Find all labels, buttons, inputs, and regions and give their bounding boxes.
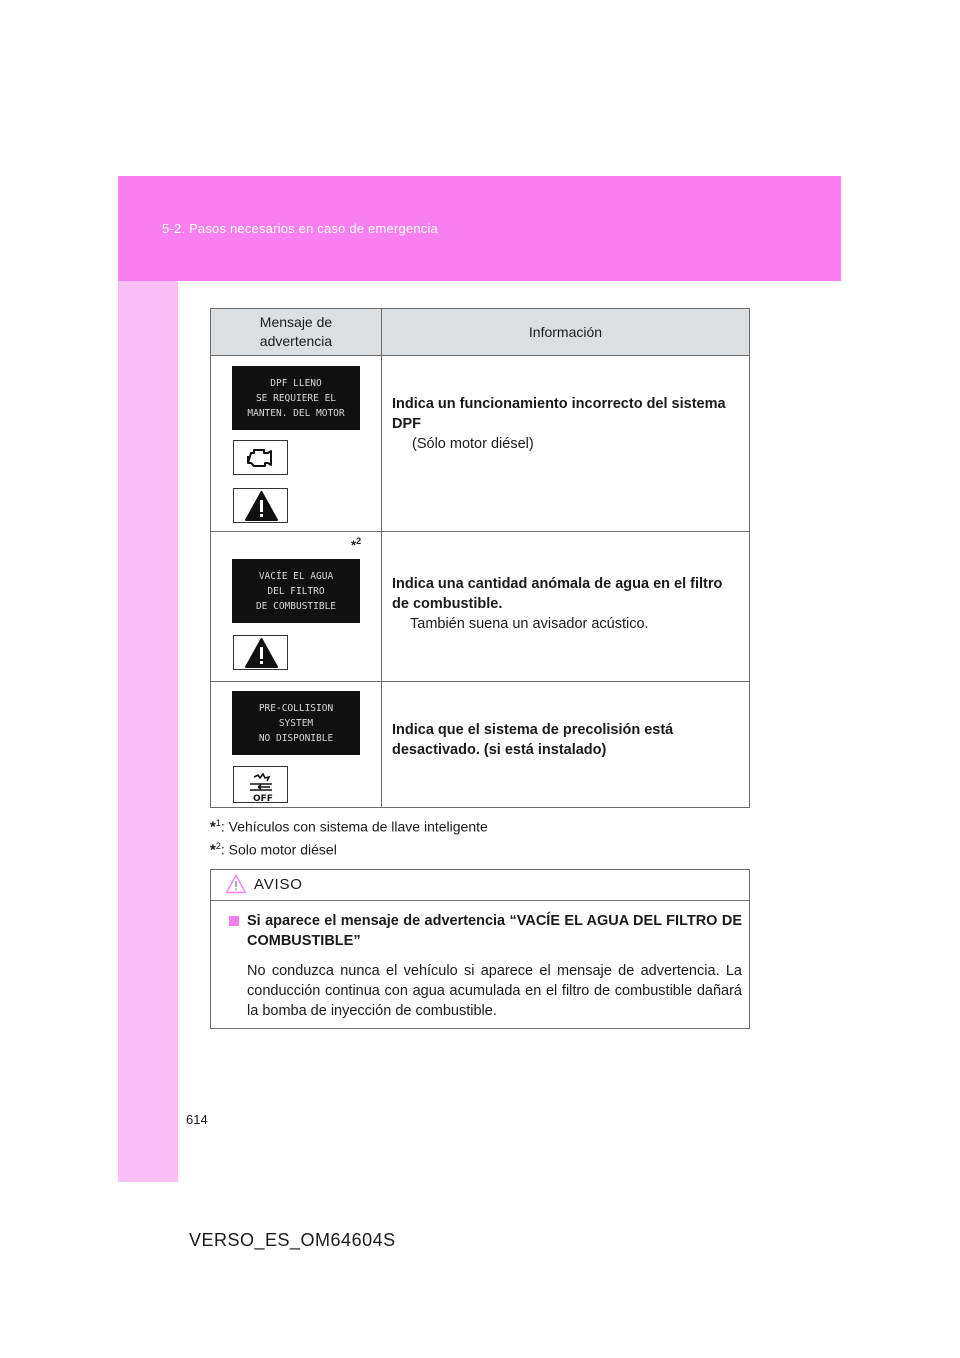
lcd-message-display: DPF LLENO SE REQUIERE EL MANTEN. DEL MOTOR (232, 366, 360, 430)
side-band (118, 281, 178, 1182)
info-cell: Indica una cantidad anómala de agua en el filtro de combustible. También suena un avisador acústico. (382, 532, 750, 682)
footnote-1: *$^1$: Vehículos con sistema de llave inteligente (210, 818, 488, 836)
message-cell (211, 356, 382, 532)
note-marker: *$^2$ (351, 536, 362, 553)
column-header-message: Mensaje de advertencia (211, 309, 382, 356)
table-row (211, 532, 750, 682)
caution-header (211, 870, 749, 901)
section-title: 5-2. Pasos necesarios en caso de emergencia (162, 221, 438, 236)
caution-box (210, 869, 750, 1029)
lcd-message-display: PRE-COLLISION SYSTEM NO DISPONIBLE (232, 691, 360, 755)
caution-item-text: No conduzca nunca el vehículo si aparece el mensaje de advertencia. La conducción continua con agua acumulada en el filtro de combustible dañará la bomba de inyección de combustible. (247, 963, 742, 1019)
page-number: 614 (186, 1112, 208, 1127)
table-row (211, 356, 750, 532)
warning-message-table (210, 308, 750, 808)
engine-check-icon (233, 440, 288, 475)
icon-off-label: OFF (253, 794, 273, 804)
square-bullet-icon (229, 916, 239, 926)
table-header-row (211, 309, 750, 356)
info-cell: Indica que el sistema de precolisión está desactivado. (si está instalado) (382, 682, 750, 808)
message-cell (211, 682, 382, 808)
column-header-info: Información (382, 309, 750, 356)
caution-triangle-icon (225, 874, 247, 894)
caution-item-title: Si aparece el mensaje de advertencia “VACÍE EL AGUA DEL FILTRO DE COMBUSTIBLE” (229, 911, 742, 951)
lcd-message-display: VACÍE EL AGUA DEL FILTRO DE COMBUSTIBLE (232, 559, 360, 623)
footnotes (210, 814, 488, 859)
caution-title: AVISO (254, 876, 303, 893)
document-code: VERSO_ES_OM64604S (189, 1230, 396, 1250)
footnote-2: *$^2$: Solo motor diésel (210, 840, 337, 859)
warning-triangle-icon (233, 635, 288, 670)
caution-body (211, 901, 749, 1021)
info-cell: Indica un funcionamiento incorrecto del sistema DPF (Sólo motor diésel) (382, 356, 750, 532)
pre-collision-off-icon (233, 766, 288, 803)
message-cell (211, 532, 382, 682)
table-row (211, 682, 750, 808)
warning-triangle-icon (233, 488, 288, 523)
